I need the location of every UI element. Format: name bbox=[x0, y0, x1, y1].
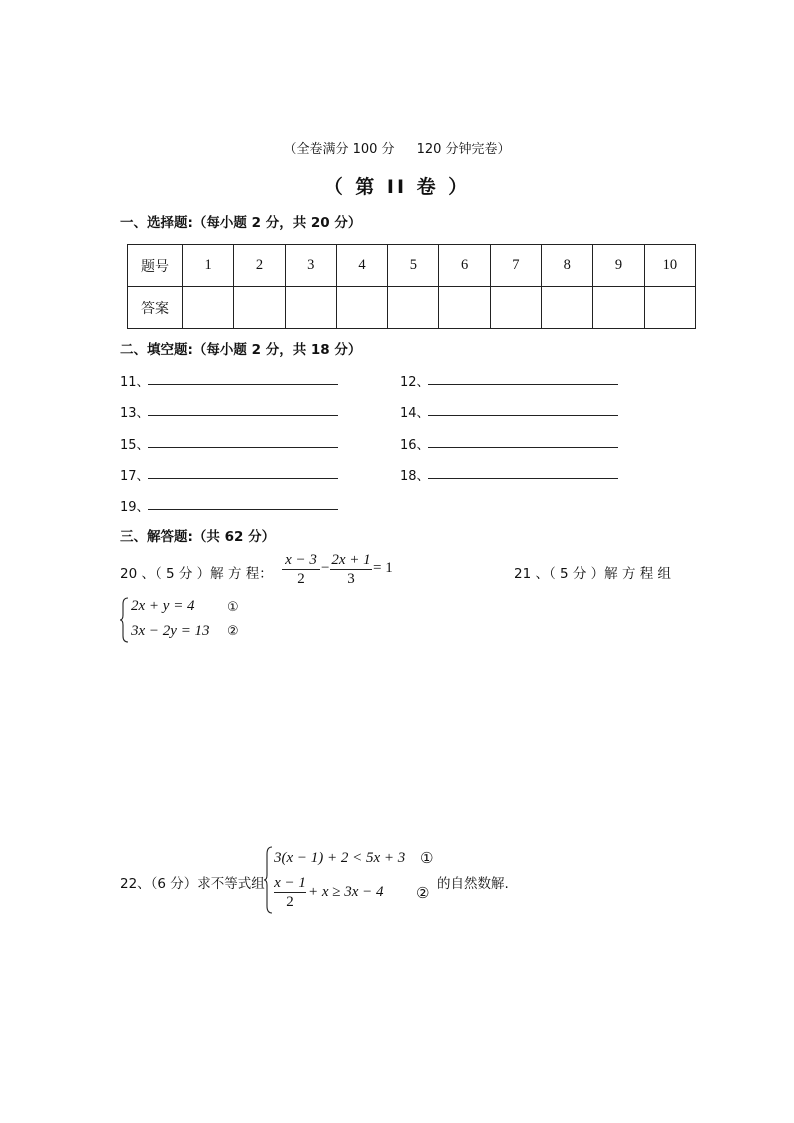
blank-label-19: 19、 bbox=[120, 500, 150, 515]
q21-eq1-mark: ① bbox=[227, 600, 239, 615]
blank-line-11[interactable] bbox=[148, 384, 338, 385]
answer-cell[interactable] bbox=[234, 287, 285, 329]
question-number-cell: 4 bbox=[336, 245, 387, 287]
question-number-cell: 3 bbox=[285, 245, 336, 287]
q20-rhs: = 1 bbox=[373, 560, 393, 576]
blank-label-16: 16、 bbox=[400, 438, 430, 453]
section-3-heading: 三、解答题:（共 62 分） bbox=[120, 529, 276, 545]
exam-time-info: 120 分钟完卷） bbox=[416, 142, 511, 157]
blank-label-12: 12、 bbox=[400, 375, 430, 390]
section-1-heading: 一、选择题:（每小题 2 分，共 20 分） bbox=[120, 215, 362, 231]
question-number-cell: 2 bbox=[234, 245, 285, 287]
blank-line-17[interactable] bbox=[148, 478, 338, 479]
answer-cell[interactable] bbox=[336, 287, 387, 329]
blank-line-19[interactable] bbox=[148, 509, 338, 510]
blank-line-15[interactable] bbox=[148, 447, 338, 448]
q22-frac-numerator: x − 1 bbox=[274, 875, 306, 891]
answer-cell[interactable] bbox=[593, 287, 644, 329]
question-20-label: 20 、（ 5 分 ）解 方 程： bbox=[120, 566, 273, 582]
blank-label-15: 15、 bbox=[120, 438, 150, 453]
answer-cell[interactable] bbox=[644, 287, 695, 329]
question-22-suffix: 的自然数解. bbox=[437, 876, 509, 892]
number-row bbox=[128, 245, 696, 287]
row-header-answer: 答案 bbox=[128, 287, 183, 329]
question-number-cell: 5 bbox=[388, 245, 439, 287]
answer-cell[interactable] bbox=[490, 287, 541, 329]
question-number-cell: 1 bbox=[183, 245, 234, 287]
q20-frac1-denominator: 2 bbox=[297, 571, 305, 587]
blank-line-18[interactable] bbox=[428, 478, 618, 479]
q21-equation-1: 2x + y = 4 bbox=[131, 598, 195, 614]
q20-minus: − bbox=[321, 560, 330, 576]
q20-frac2-numerator: 2x + 1 bbox=[331, 552, 371, 568]
answer-cell[interactable] bbox=[388, 287, 439, 329]
q22-inequality-1: 3(x − 1) + 2 < 5x + 3 bbox=[274, 850, 406, 866]
question-21-label: 21 、（ 5 分 ）解 方 程 组 bbox=[514, 566, 672, 582]
q22-fraction bbox=[274, 874, 306, 911]
page-title: （ 第 II 卷 ） bbox=[323, 176, 471, 198]
blank-line-14[interactable] bbox=[428, 415, 618, 416]
answer-cell[interactable] bbox=[285, 287, 336, 329]
exam-score-info: （全卷满分 100 分 bbox=[283, 142, 395, 157]
question-number-cell: 10 bbox=[644, 245, 695, 287]
q21-left-brace bbox=[120, 597, 130, 643]
blank-line-13[interactable] bbox=[148, 415, 338, 416]
blank-label-11: 11、 bbox=[120, 375, 150, 390]
question-number-cell: 7 bbox=[490, 245, 541, 287]
question-number-cell: 6 bbox=[439, 245, 490, 287]
q22-ineq1-mark: ① bbox=[420, 849, 434, 867]
blank-label-17: 17、 bbox=[120, 469, 150, 484]
section-2-heading: 二、填空题:（每小题 2 分，共 18 分） bbox=[120, 342, 362, 358]
q22-ineq2-mark: ② bbox=[416, 884, 430, 902]
blank-line-12[interactable] bbox=[428, 384, 618, 385]
question-number-cell: 8 bbox=[542, 245, 593, 287]
answer-cell[interactable] bbox=[439, 287, 490, 329]
answer-grid bbox=[127, 244, 696, 329]
question-number-cell: 9 bbox=[593, 245, 644, 287]
q22-frac-denominator: 2 bbox=[286, 894, 294, 910]
q21-equation-2: 3x − 2y = 13 bbox=[131, 623, 210, 639]
answer-cell[interactable] bbox=[542, 287, 593, 329]
q20-frac2-denominator: 3 bbox=[347, 571, 355, 587]
row-header-number: 题号 bbox=[128, 245, 183, 287]
q22-inequality-2-rest: + x ≥ 3x − 4 bbox=[308, 884, 384, 900]
q22-left-brace bbox=[264, 846, 274, 914]
answer-row bbox=[128, 287, 696, 329]
exam-info bbox=[0, 138, 794, 157]
q20-fraction-2 bbox=[330, 551, 372, 588]
blank-label-13: 13、 bbox=[120, 406, 150, 421]
blank-label-14: 14、 bbox=[400, 406, 430, 421]
question-22-label: 22、（6 分）求不等式组 bbox=[120, 876, 265, 892]
q21-eq2-mark: ② bbox=[227, 624, 239, 639]
q20-fraction-1 bbox=[282, 551, 320, 588]
q20-frac1-numerator: x − 3 bbox=[285, 552, 317, 568]
blank-line-16[interactable] bbox=[428, 447, 618, 448]
answer-cell[interactable] bbox=[183, 287, 234, 329]
blank-label-18: 18、 bbox=[400, 469, 430, 484]
